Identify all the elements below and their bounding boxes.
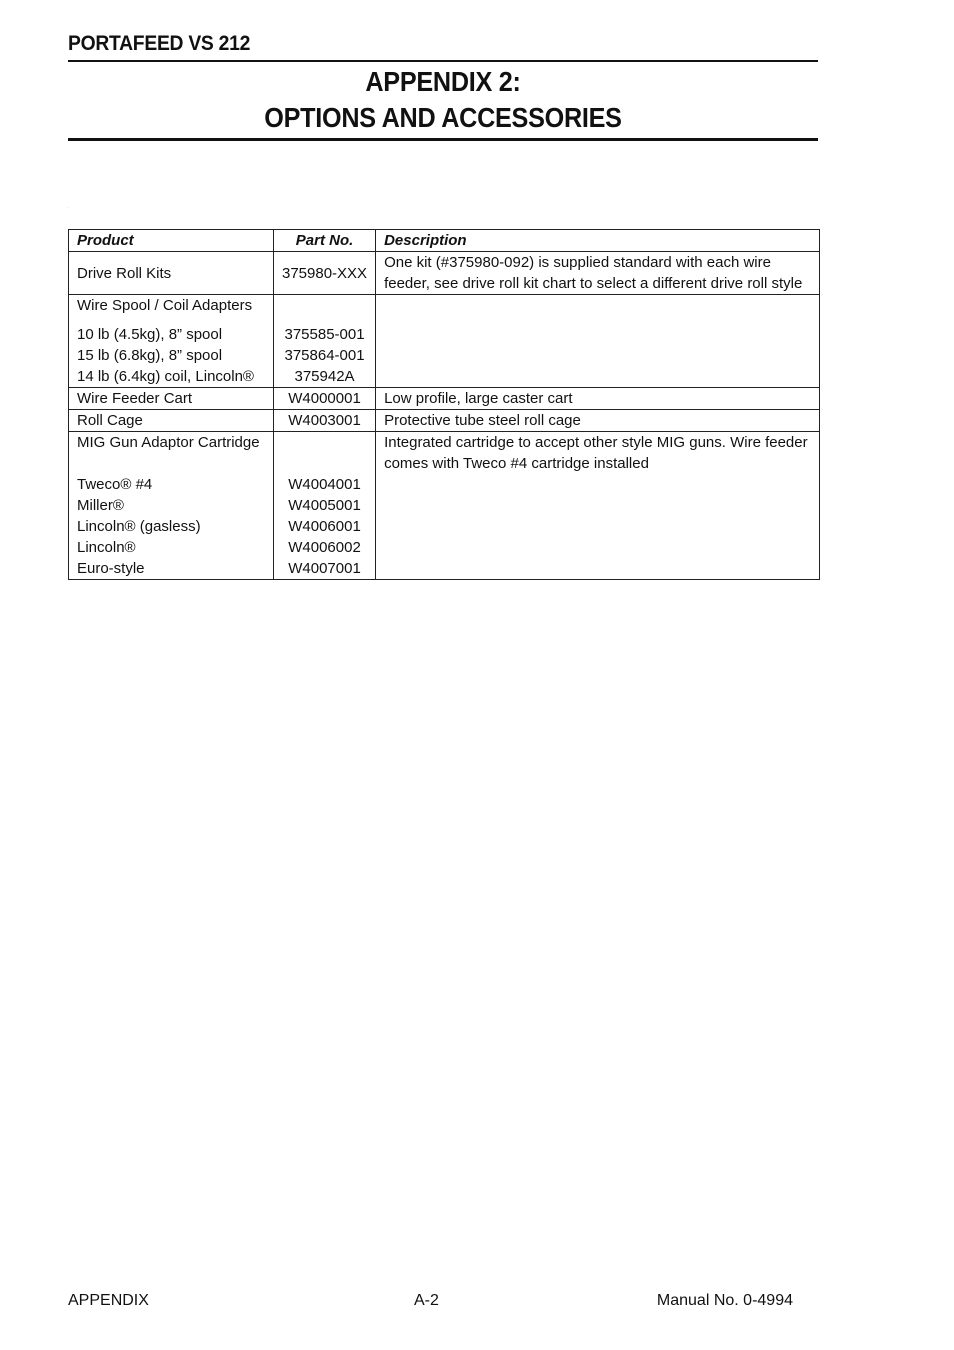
product-label: Wire Feeder Cart [77,390,193,407]
part-cell [274,252,376,295]
description-line: One kit (#375980-092) is supplied standard with each wire [384,254,771,271]
product-cell [69,432,274,580]
product-label: Roll Cage [77,412,143,429]
footer-section-name: APPENDIX [68,1292,149,1309]
product-label: Miller® [77,497,124,514]
column-header-product: Product [69,230,274,252]
description-line: Integrated cartridge to accept other style MIG guns. Wire feeder [384,434,808,451]
part-number: 375864-001 [284,347,365,364]
product-label: 15 lb (6.8kg), 8” spool [77,347,223,364]
table-row [69,388,820,410]
part-number: 375980-XXX [282,264,368,282]
product-heading: MIG Gun Adaptor Cartridge [77,434,260,451]
description-line: Protective tube steel roll cage [384,412,581,429]
product-label: Drive Roll Kits [77,264,172,282]
page-title [68,62,818,138]
title-line-1: APPENDIX 2: [365,66,521,97]
description-cell [376,252,820,295]
product-label: Tweco® #4 [77,476,153,493]
part-number: 375942A [294,368,355,385]
column-header-part-no: Part No. [274,230,376,252]
table-row [69,432,820,580]
table-row [69,252,820,295]
part-cell [274,432,376,580]
stray-mark: . [68,204,70,209]
description-cell [376,295,820,388]
product-name: PORTAFEED VS 212 [68,32,251,55]
part-number: W4000001 [288,390,361,407]
part-cell [274,410,376,432]
part-number: W4004001 [288,476,361,493]
part-number: W4007001 [288,560,361,577]
part-number: W4006002 [288,539,361,556]
footer-page-number: A-2 [414,1292,439,1309]
table-row [69,295,820,388]
description-cell [376,432,820,580]
table-row [69,410,820,432]
column-header-description: Description [376,230,820,252]
footer-manual-number: Manual No. 0-4994 [656,1292,793,1309]
part-cell [274,388,376,410]
product-cell [69,295,274,388]
product-cell [69,252,274,295]
description-cell [376,410,820,432]
product-cell [69,388,274,410]
part-number: W4006001 [288,518,361,535]
document-header [68,30,818,141]
part-number: 375585-001 [284,326,365,343]
options-table [68,229,820,580]
product-label: Lincoln® [77,539,136,556]
product-label: 10 lb (4.5kg), 8” spool [77,326,223,343]
description-cell [376,388,820,410]
product-heading: Wire Spool / Coil Adapters [77,297,253,314]
part-cell [274,295,376,388]
description-line: feeder, see drive roll kit chart to select a different drive roll style [384,275,803,292]
part-number: W4003001 [288,412,361,429]
description-line: comes with Tweco #4 cartridge installed [384,455,649,472]
product-cell [69,410,274,432]
description-line: Low profile, large caster cart [384,390,573,407]
product-label: 14 lb (6.4kg) coil, Lincoln® [77,368,254,385]
product-label: Euro-style [77,560,145,577]
title-line-2: OPTIONS AND ACCESSORIES [264,102,622,133]
table-header-row [69,230,820,252]
title-rule [68,138,818,141]
product-label: Lincoln® (gasless) [77,518,201,535]
part-number: W4005001 [288,497,361,514]
